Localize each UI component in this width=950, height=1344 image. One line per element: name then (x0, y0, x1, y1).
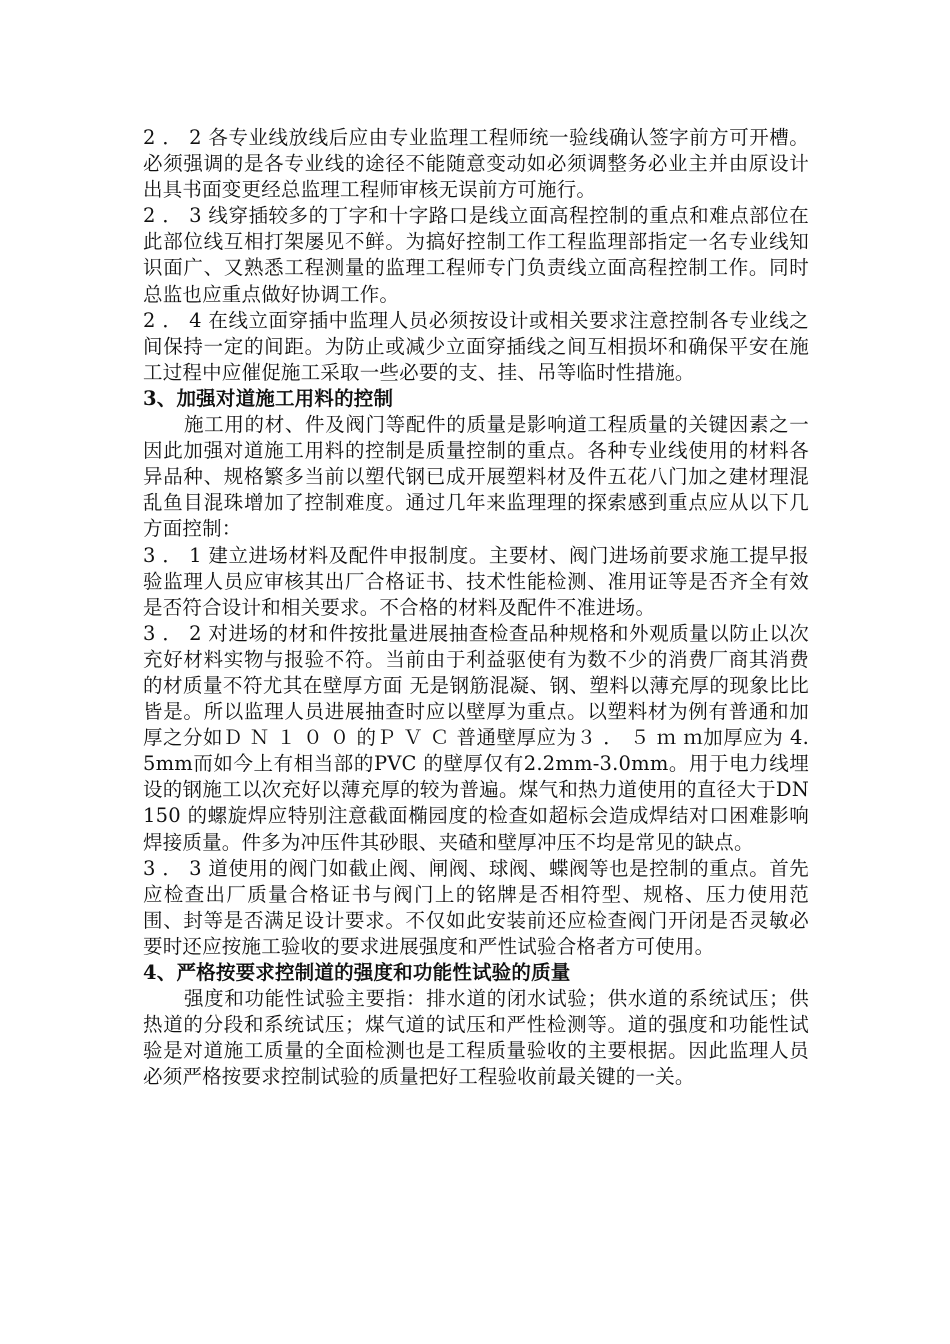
paragraph-2-3: 2 ． 3 线穿插较多的丁字和十字路口是线立面高程控制的重点和难点部位在此部位线互相打架屡见不鲜。为搞好控制工作工程监理部指定一名专业线知识面广、又熟悉工程测量的监理工程师专门负责线立面高程控制工作。同时总监也应重点做好协调工作。 (143, 204, 809, 306)
document-body (143, 125, 809, 1090)
paragraph-2-4: 2 ． 4 在线立面穿插中监理人员必须按设计或相关要求注意控制各专业线之间保持一定的间距。为防止或减少立面穿插线之间互相损坏和确保平安在施工过程中应催促施工采取一些必要的支、挂、吊等临时性措施。 (143, 308, 809, 384)
paragraph-3-3: 3 ． 3 道使用的阀门如截止阀、闸阀、球阀、蝶阀等也是控制的重点。首先应检查出厂质量合格证书与阀门上的铭牌是否相符型、规格、压力使用范围、封等是否满足设计要求。不仅如此安装前还应检查阀门开闭是否灵敏必要时还应按施工验收的要求进展强度和严性试验合格者方可使用。 (143, 856, 809, 958)
paragraph-section-3-intro: 施工用的材、件及阀门等配件的质量是影响道工程质量的关键因素之一因此加强对道施工用料的控制是质量控制的重点。各种专业线使用的材料各异品种、规格繁多当前以塑代钢已成开展塑料材及件五花八门加之建材理混乱鱼目混珠增加了控制难度。通过几年来监理理的探索感到重点应从以下几方面控制： (143, 413, 809, 541)
paragraph-section-4-intro: 强度和功能性试验主要指：排水道的闭水试验；供水道的系统试压；供热道的分段和系统试压；煤气道的试压和严性检测等。道的强度和功能性试验是对道施工质量的全面检测也是工程质量验收的主要根据。因此监理人员必须严格按要求控制试验的质量把好工程验收前最关键的一关。 (143, 987, 809, 1089)
paragraph-3-1: 3 ． 1 建立进场材料及配件申报制度。主要材、阀门进场前要求施工提早报验监理人员应审核其出厂合格证书、技术性能检测、准用证等是否齐全有效是否符合设计和相关要求。不合格的材料及配件不准进场。 (143, 543, 809, 619)
section-heading-4: 4、严格按要求控制道的强度和功能性试验的质量 (143, 961, 571, 984)
paragraph-3-2: 3 ． 2 对进场的材和件按批量进展抽查检查品种规格和外观质量以防止以次充好材料实物与报验不符。当前由于利益驱使有为数不少的消费厂商其消费的材质量不符尤其在壁厚方面 无是钢筋混凝、钢、塑料以薄充厚的现象比比皆是。所以监理人员进展抽查时应以壁厚为重点。以塑料材为例有普通和加厚之分如Ｄ Ｎ １ ０ ０ 的Ｐ Ｖ Ｃ 普通壁厚应为３ ． ５ ｍ ｍ加厚应为 4.5mm而如今上有相当部的PVC 的壁厚仅有2.2mm-3.0mm。用于电力线埋设的钢施工以次充好以薄充厚的较为普遍。煤气和热力道使用的直径大于DN150 的螺旋焊应特别注意截面椭园度的检查如超标会造成焊结对口困难影响焊接质量。件多为冲压件其砂眼、夹碴和壁厚冲压不均是常见的缺点。 (143, 621, 809, 854)
paragraph-2-2: 2 ． 2 各专业线放线后应由专业监理工程师统一验线确认签字前方可开槽。必须强调的是各专业线的途径不能随意变动如必须调整务必业主并由原设计出具书面变更经总监理工程师审核无误前方可施行。 (143, 126, 809, 202)
section-heading-3: 3、加强对道施工用料的控制 (143, 386, 394, 410)
